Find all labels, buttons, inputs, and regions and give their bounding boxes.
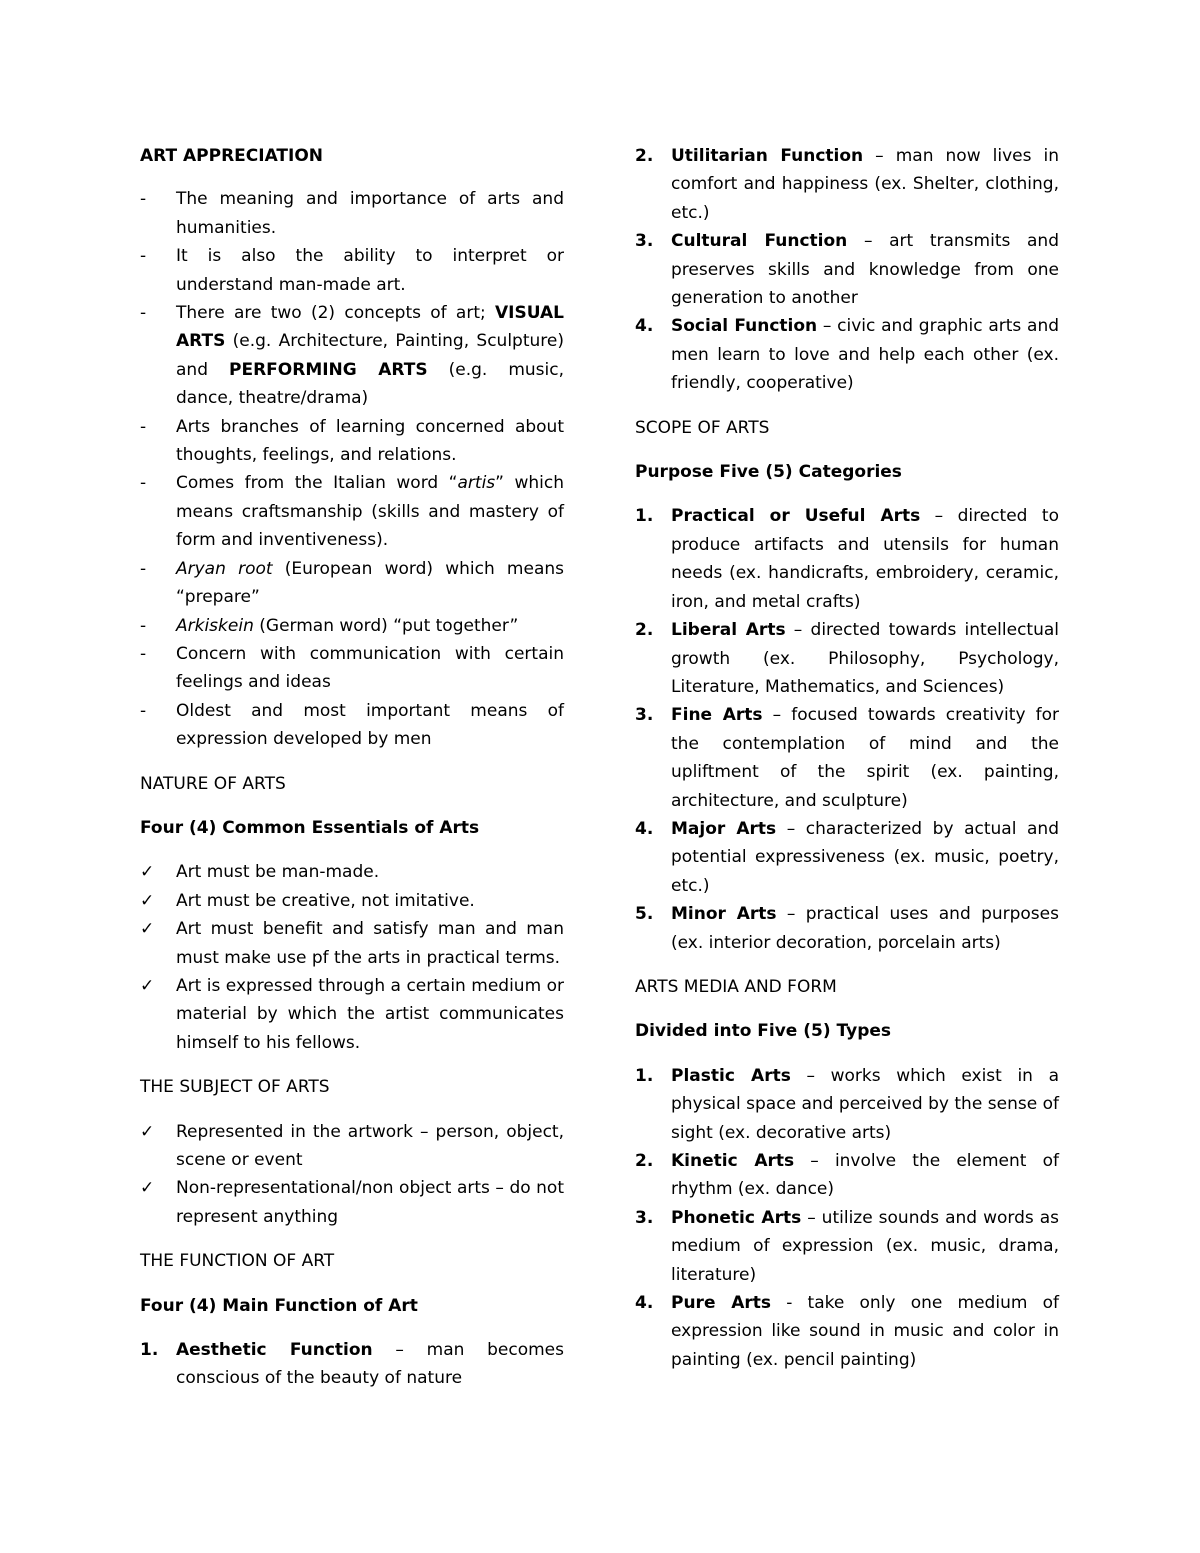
checkmark-icon: ✓ [140,862,155,883]
term: Cultural Function [671,231,848,252]
list-item-text: The meaning and importance of arts and humanities. [176,189,564,238]
list-item [140,469,564,554]
list-item-text: Art must be creative, not imitative. [176,890,475,911]
dash-bullet: - [140,416,147,437]
list-item [635,815,1059,900]
list-item [140,1174,564,1231]
list-number: 2. [635,620,654,641]
subject-checklist [140,1118,564,1232]
list-number: 5. [635,904,654,925]
list-item-text: Art must benefit and satisfy man and man must make use pf the arts in practical terms. [176,919,564,968]
list-item-text: It is also the ability to interpret or understand man-made art. [176,246,564,295]
checkmark-icon: ✓ [140,1121,155,1142]
list-item-text: – civic and graphic arts and men learn to love and help each other (ex. friendly, cooperative) [671,316,1060,394]
term: Fine Arts [671,705,763,726]
list-item [635,900,1059,957]
term-arkiskein: Arkiskein [176,615,254,636]
list-item [140,697,564,754]
right-column [635,142,1059,1390]
list-item-text: Comes from the Italian word “ [176,473,458,494]
left-column [140,142,564,1409]
term: Minor Arts [671,904,777,925]
section-title-art-appreciation: ART APPRECIATION [140,146,324,166]
list-item [140,299,564,413]
term: Social Function [671,316,818,337]
list-number: 3. [635,231,654,252]
term: Pure Arts [671,1293,771,1314]
list-item [140,555,564,612]
list-number: 2. [635,146,654,166]
list-item-text: - take only one medium of expression like sound in music and color in painting (ex. pencil painting) [671,1293,1059,1370]
list-item [635,701,1059,815]
checkmark-icon: ✓ [140,890,155,911]
dash-bullet: - [140,473,147,494]
list-item [140,858,564,886]
term-visual-arts: VISUAL ARTS [176,303,564,352]
section-title-nature-of-arts: NATURE OF ARTS [140,773,286,794]
list-item-text: – characterized by actual and potential expressiveness (ex. music, poetry, etc.) [671,818,1059,896]
list-item-text: – practical uses and purposes (ex. interior decoration, porcelain arts) [671,904,1059,953]
list-item-text: There are two (2) concepts of art; [176,303,495,324]
term: Aesthetic Function [176,1340,373,1361]
function-list [140,1336,564,1393]
list-item [140,915,564,972]
list-item-text: Non-representational/non object arts – do not represent anything [176,1178,564,1227]
section-title-subject-of-arts: THE SUBJECT OF ARTS [140,1077,330,1098]
media-list [635,1062,1059,1374]
list-item [140,242,564,299]
term: Phonetic Arts [671,1207,802,1228]
list-item [140,413,564,470]
checkmark-icon: ✓ [140,975,155,996]
list-item-text: (European word) which means “prepare” [176,558,565,608]
dash-bullet: - [140,189,147,210]
section-title-arts-media-and-form: ARTS MEDIA AND FORM [635,976,837,997]
term-aryan-root: Aryan root [176,558,273,579]
dash-bullet: - [140,643,147,664]
list-item-text: Art must be man-made. [176,862,380,883]
list-item [635,1147,1059,1204]
list-item-text: – focused towards creativity for the contemplation of mind and the upliftment of the spirit (ex. painting, architecture, and sculpture) [671,705,1059,811]
subtitle-purpose-categories: Purpose Five (5) Categories [635,462,902,483]
list-item [140,640,564,697]
term: Plastic Arts [671,1065,791,1086]
dash-bullet: - [140,246,147,267]
list-item-text: – works which exist in a physical space and perceived by the sense of sight (ex. decorative arts) [671,1065,1059,1143]
art-appreciation-list [140,185,564,753]
term-artis: artis [457,473,496,494]
list-item [635,616,1059,701]
term: Kinetic Arts [671,1151,795,1171]
section-title-scope-of-arts: SCOPE OF ARTS [635,417,770,438]
list-item [635,1062,1059,1147]
list-item-text: (e.g. music, dance, theatre/drama) [176,359,564,409]
list-item [635,1204,1059,1289]
list-item-text: – utilize sounds and words as medium of expression (ex. music, drama, literature) [671,1207,1059,1285]
list-number: 1. [140,1340,159,1361]
list-item [140,972,564,1057]
term-performing-arts: PERFORMING ARTS [229,359,428,380]
list-item-text: – directed towards intellectual growth (ex. Philosophy, Psychology, Literature, Mathematics, and Sciences) [671,620,1060,697]
list-number: 1. [635,506,654,527]
list-number: 3. [635,1207,654,1228]
list-number: 4. [635,1293,654,1314]
list-item-text: – art transmits and preserves skills and knowledge from one generation to another [671,231,1059,309]
term: Practical or Useful Arts [671,506,921,527]
list-item [635,1289,1059,1374]
subtitle-common-essentials: Four (4) Common Essentials of Arts [140,817,480,838]
term: Major Arts [671,818,777,839]
list-item [140,612,564,640]
dash-bullet: - [140,700,147,721]
list-item [635,142,1059,227]
list-item-text: Oldest and most important means of expression developed by men [176,700,564,750]
list-item [140,1118,564,1175]
function-list-continued [635,142,1059,398]
list-item-text: – directed to produce artifacts and utensils for human needs (ex. handicrafts, embroidery, ceramic, iron, and metal crafts) [671,506,1059,612]
subtitle-main-function: Four (4) Main Function of Art [140,1295,418,1316]
list-item-text: – involve the element of rhythm (ex. dance) [671,1151,1059,1200]
list-item [140,887,564,915]
list-item-text: – man becomes conscious of the beauty of nature [176,1340,564,1389]
dash-bullet: - [140,303,147,324]
list-number: 4. [635,316,654,337]
nature-checklist [140,858,564,1057]
dash-bullet: - [140,615,147,636]
term: Utilitarian Function [671,146,864,166]
term: Liberal Arts [671,620,786,641]
list-number: 3. [635,705,654,726]
list-number: 1. [635,1065,654,1086]
section-title-function-of-art: THE FUNCTION OF ART [140,1251,335,1272]
list-item [635,227,1059,312]
list-item [140,185,564,242]
subtitle-five-types: Divided into Five (5) Types [635,1021,892,1042]
list-item-text: Arts branches of learning concerned about thoughts, feelings, and relations. [176,416,564,466]
list-item-text: ” which means craftsmanship (skills and mastery of form and inventiveness). [176,473,564,551]
list-item-text: Art is expressed through a certain medium or material by which the artist communicates himself to his fellows. [176,975,564,1053]
checkmark-icon: ✓ [140,919,155,940]
list-item [635,502,1059,616]
checkmark-icon: ✓ [140,1178,155,1199]
dash-bullet: - [140,558,147,579]
list-number: 2. [635,1151,654,1171]
list-item-text: (e.g. Architecture, Painting, Sculpture) and [176,331,564,380]
list-item-text: Represented in the artwork – person, object, scene or event [176,1121,564,1170]
list-item-text: – man now lives in comfort and happiness (ex. Shelter, clothing, etc.) [671,146,1060,223]
list-item-text: Concern with communication with certain feelings and ideas [176,643,564,693]
list-item-text: (German word) “put together” [253,615,519,636]
scope-list [635,502,1059,957]
list-item [140,1336,564,1393]
list-number: 4. [635,818,654,839]
list-item [635,312,1059,397]
